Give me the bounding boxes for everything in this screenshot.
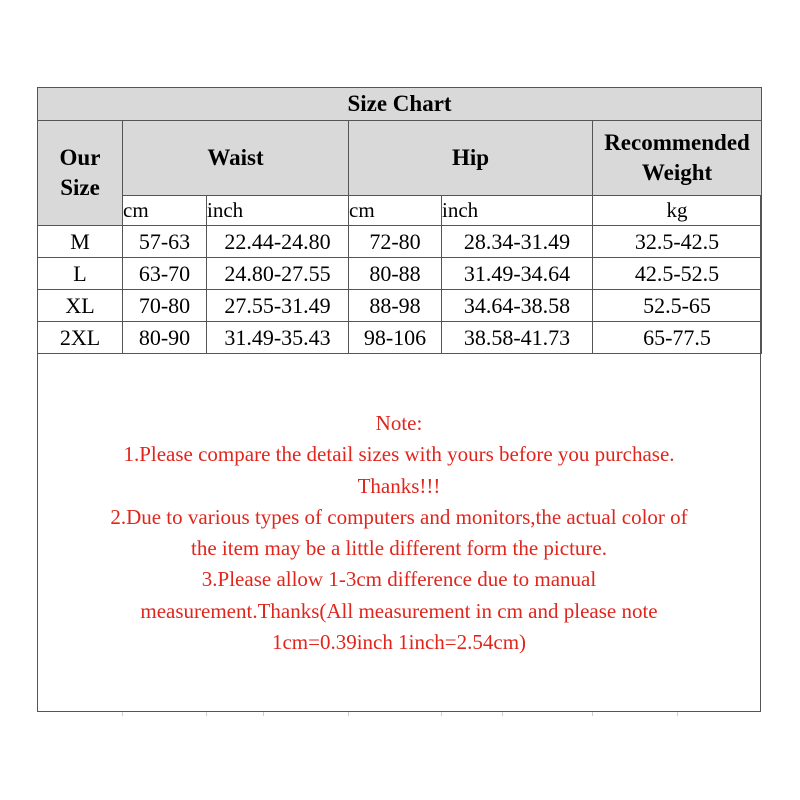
hip-cm-cell: 88-98 — [349, 290, 442, 322]
weight-cell: 42.5-52.5 — [593, 258, 762, 290]
note-line: the item may be a little different form the picture. — [191, 536, 607, 561]
waist-cm-cell: 70-80 — [123, 290, 207, 322]
weight-unit: kg — [593, 196, 762, 226]
hip-inch-cell: 38.58-41.73 — [442, 322, 593, 354]
tick-mark — [677, 712, 678, 716]
table-row — [38, 226, 762, 258]
size-cell: L — [38, 258, 123, 290]
hip-inch-cell: 28.34-31.49 — [442, 226, 593, 258]
hip-cm-unit: cm — [349, 196, 442, 226]
note-line: Thanks!!! — [357, 473, 441, 498]
waist-cm-cell: 57-63 — [123, 226, 207, 258]
note-line: 2.Due to various types of computers and monitors,the actual color of — [110, 504, 688, 529]
size-header — [38, 121, 123, 226]
title-row — [38, 88, 762, 121]
size-cell: M — [38, 226, 123, 258]
note-line: 3.Please allow 1-3cm difference due to manual — [201, 567, 597, 592]
waist-cm-cell: 63-70 — [123, 258, 207, 290]
hip-header: Hip — [349, 121, 593, 196]
hip-inch-cell: 34.64-38.58 — [442, 290, 593, 322]
note-line: 1.Please compare the detail sizes with yours before you purchase. — [123, 442, 675, 467]
weight-cell: 32.5-42.5 — [593, 226, 762, 258]
waist-inch-cell: 24.80-27.55 — [207, 258, 349, 290]
tick-mark — [206, 712, 207, 716]
tick-mark — [502, 712, 503, 716]
note-line: 1cm=0.39inch 1inch=2.54cm) — [271, 630, 527, 655]
unit-row — [38, 196, 762, 226]
size-header-label: Our Size — [59, 145, 101, 200]
hip-inch-cell: 31.49-34.64 — [442, 258, 593, 290]
waist-header: Waist — [123, 121, 349, 196]
waist-inch-cell: 27.55-31.49 — [207, 290, 349, 322]
tick-mark — [263, 712, 264, 716]
hip-inch-unit: inch — [442, 196, 593, 226]
weight-cell: 65-77.5 — [593, 322, 762, 354]
bottom-tick-strip — [37, 712, 761, 716]
weight-header-label: Recommended Weight — [604, 130, 750, 185]
size-cell: XL — [38, 290, 123, 322]
hip-cm-cell: 72-80 — [349, 226, 442, 258]
tick-mark — [592, 712, 593, 716]
tick-mark — [122, 712, 123, 716]
waist-inch-cell: 31.49-35.43 — [207, 322, 349, 354]
hip-cm-cell: 98-106 — [349, 322, 442, 354]
waist-inch-unit: inch — [207, 196, 349, 226]
tick-mark — [441, 712, 442, 716]
note-line: measurement.Thanks(All measurement in cm and please note — [140, 598, 658, 623]
weight-header — [593, 121, 762, 196]
table-row — [38, 322, 762, 354]
table-row — [38, 290, 762, 322]
weight-cell: 52.5-65 — [593, 290, 762, 322]
hip-cm-cell: 80-88 — [349, 258, 442, 290]
waist-cm-cell: 80-90 — [123, 322, 207, 354]
waist-inch-cell: 22.44-24.80 — [207, 226, 349, 258]
note-heading: Note: — [375, 411, 423, 435]
notes-block — [37, 408, 761, 658]
chart-title: Size Chart — [38, 88, 762, 121]
size-cell: 2XL — [38, 322, 123, 354]
table-row — [38, 258, 762, 290]
header-row — [38, 121, 762, 196]
size-chart-table — [37, 87, 762, 354]
tick-mark — [348, 712, 349, 716]
waist-cm-unit: cm — [123, 196, 207, 226]
